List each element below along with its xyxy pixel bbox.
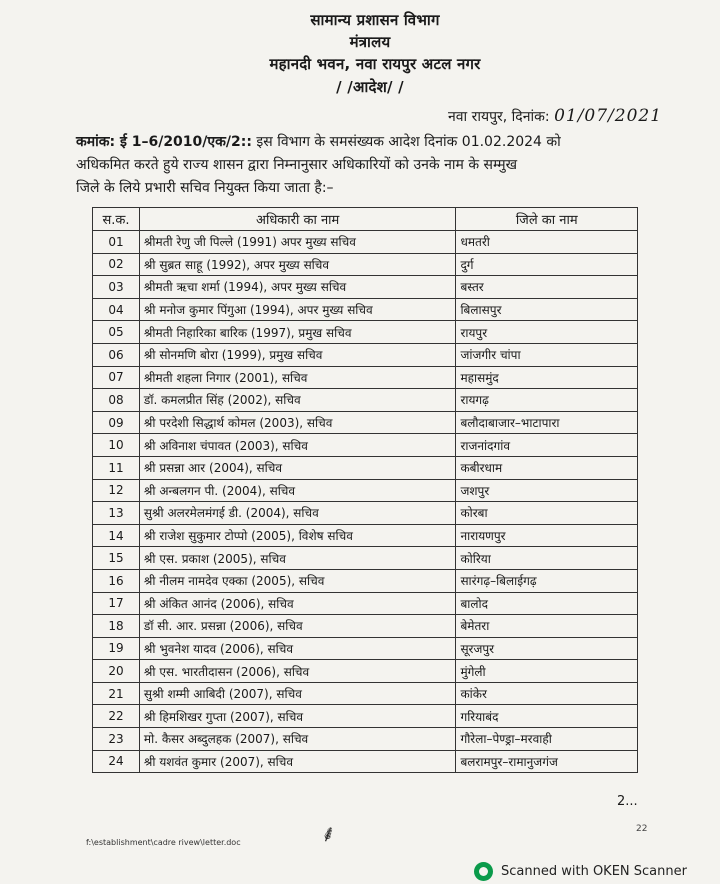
serial-cell: 23	[93, 728, 140, 751]
table-row	[93, 276, 638, 299]
district-cell: नारायणपुर	[456, 524, 638, 547]
file-path: f:\establishment\cadre rivew\letter.doc	[86, 838, 241, 847]
officer-name-cell: श्री सुब्रत साहू (1992), अपर मुख्य सचिव	[139, 253, 456, 276]
serial-cell: 20	[93, 660, 140, 683]
officer-name-cell: सुश्री शम्मी आबिदी (2007), सचिव	[139, 682, 456, 705]
officer-name-cell: मो. कैसर अब्दुलहक (2007), सचिव	[139, 728, 456, 751]
table-row	[93, 456, 638, 479]
order-text-1: इस विभाग के समसंख्यक आदेश दिनांक 01.02.2024 को	[256, 134, 561, 150]
table-row	[93, 592, 638, 615]
serial-cell: 03	[93, 276, 140, 299]
district-cell: जांजगीर चांपा	[456, 343, 638, 366]
district-cell: बेमेतरा	[456, 615, 638, 638]
district-cell: गरियाबंद	[456, 705, 638, 728]
table-row	[93, 389, 638, 412]
table-row	[93, 682, 638, 705]
serial-cell: 17	[93, 592, 140, 615]
serial-cell: 08	[93, 389, 140, 412]
serial-cell: 12	[93, 479, 140, 502]
district-cell: कोरिया	[456, 547, 638, 570]
district-cell: मुंगेली	[456, 660, 638, 683]
table-row	[93, 615, 638, 638]
district-cell: बस्तर	[456, 276, 638, 299]
table-row	[93, 502, 638, 525]
table-row	[93, 547, 638, 570]
serial-cell: 14	[93, 524, 140, 547]
district-cell: बलौदाबाजार–भाटापारा	[456, 411, 638, 434]
district-cell: रायगढ़	[456, 389, 638, 412]
serial-cell: 24	[93, 750, 140, 773]
scanner-watermark	[474, 862, 687, 881]
district-cell: धमतरी	[456, 231, 638, 254]
table-row	[93, 569, 638, 592]
building-address: महानदी भवन, नवा रायपुर अटल नगर	[269, 55, 481, 73]
header-district-name: जिले का नाम	[456, 208, 638, 231]
serial-cell: 06	[93, 343, 140, 366]
officer-name-cell: श्री सोनमणि बोरा (1999), प्रमुख सचिव	[139, 343, 456, 366]
district-cell: बालोद	[456, 592, 638, 615]
serial-cell: 13	[93, 502, 140, 525]
order-text-line-1	[76, 131, 676, 153]
officer-name-cell: श्री अन्बलगन पी. (2004), सचिव	[139, 479, 456, 502]
order-number: कमांक: ई 1–6/2010/एक/2::	[76, 134, 252, 150]
district-cell: बिलासपुर	[456, 298, 638, 321]
serial-cell: 07	[93, 366, 140, 389]
scanner-text: Scanned with OKEN Scanner	[501, 864, 687, 879]
officer-name-cell: श्री यशवंत कुमार (2007), सचिव	[139, 750, 456, 773]
table-row	[93, 298, 638, 321]
table-row	[93, 321, 638, 344]
district-cell: कांकेर	[456, 682, 638, 705]
continued-marker: 2...	[617, 794, 638, 809]
district-cell: जशपुर	[456, 479, 638, 502]
place-date-line	[448, 106, 662, 126]
page-marker: 22	[636, 824, 648, 834]
serial-cell: 15	[93, 547, 140, 570]
serial-cell: 05	[93, 321, 140, 344]
serial-cell: 16	[93, 569, 140, 592]
table-row	[93, 231, 638, 254]
officer-name-cell: श्री प्रसन्ना आर (2004), सचिव	[139, 456, 456, 479]
officer-name-cell: श्री हिमशिखर गुप्ता (2007), सचिव	[139, 705, 456, 728]
officer-name-cell: डॉ सी. आर. प्रसन्ना (2006), सचिव	[139, 615, 456, 638]
serial-cell: 09	[93, 411, 140, 434]
officer-name-cell: श्री भुवनेश यादव (2006), सचिव	[139, 637, 456, 660]
serial-cell: 11	[93, 456, 140, 479]
district-cell: गौरेला–पेण्ड्रा–मरवाही	[456, 728, 638, 751]
officer-name-cell: श्री नीलम नामदेव एक्का (2005), सचिव	[139, 569, 456, 592]
officer-name-cell: श्री राजेश सुकुमार टोप्पो (2005), विशेष सचिव	[139, 524, 456, 547]
table-row	[93, 728, 638, 751]
order-text-line-3: जिले के लिये प्रभारी सचिव नियुक्त किया जाता है:–	[76, 180, 334, 196]
table-row	[93, 253, 638, 276]
table-row	[93, 524, 638, 547]
table-row	[93, 660, 638, 683]
officer-name-cell: श्रीमती रेणु जी पिल्ले (1991) अपर मुख्य सचिव	[139, 231, 456, 254]
table-row	[93, 705, 638, 728]
officer-name-cell: सुश्री अलरमेलमंगई डी. (2004), सचिव	[139, 502, 456, 525]
district-cell: रायपुर	[456, 321, 638, 344]
district-cell: कबीरधाम	[456, 456, 638, 479]
table-row	[93, 750, 638, 773]
officer-name-cell: श्री एस. प्रकाश (2005), सचिव	[139, 547, 456, 570]
serial-cell: 22	[93, 705, 140, 728]
officer-name-cell: श्री परदेशी सिद्धार्थ कोमल (2003), सचिव	[139, 411, 456, 434]
district-cell: बलरामपुर–रामानुजगंज	[456, 750, 638, 773]
officer-name-cell: डॉ. कमलप्रीत सिंह (2002), सचिव	[139, 389, 456, 412]
table-row	[93, 479, 638, 502]
oken-scanner-logo-icon	[474, 862, 493, 881]
header-serial: स.क.	[93, 208, 140, 231]
officer-name-cell: श्री अंकित आनंद (2006), सचिव	[139, 592, 456, 615]
header-officer-name: अधिकारी का नाम	[139, 208, 456, 231]
officer-name-cell: श्रीमती ऋचा शर्मा (1994), अपर मुख्य सचिव	[139, 276, 456, 299]
serial-cell: 10	[93, 434, 140, 457]
officer-name-cell: श्री मनोज कुमार पिंगुआ (1994), अपर मुख्य सचिव	[139, 298, 456, 321]
order-text-line-2: अधिकमित करते हुये राज्य शासन द्वारा निम्नानुसार अधिकारियों को उनके नाम के सम्मुख	[76, 157, 518, 173]
serial-cell: 18	[93, 615, 140, 638]
district-cell: कोरबा	[456, 502, 638, 525]
serial-cell: 21	[93, 682, 140, 705]
serial-cell: 01	[93, 231, 140, 254]
order-heading: / /आदेश/ /	[336, 78, 404, 96]
officer-name-cell: श्री एस. भारतीदासन (2006), सचिव	[139, 660, 456, 683]
district-cell: सूरजपुर	[456, 637, 638, 660]
district-cell: सारंगढ़–बिलाईगढ़	[456, 569, 638, 592]
signature-mark: ⸙	[318, 820, 339, 849]
table-row	[93, 411, 638, 434]
officers-table	[92, 207, 638, 773]
department-name: सामान्य प्रशासन विभाग	[310, 11, 440, 29]
serial-cell: 04	[93, 298, 140, 321]
district-cell: महासमुंद	[456, 366, 638, 389]
serial-cell: 19	[93, 637, 140, 660]
officer-name-cell: श्रीमती निहारिका बारिक (1997), प्रमुख सचिव	[139, 321, 456, 344]
table-row	[93, 637, 638, 660]
table-row	[93, 434, 638, 457]
district-cell: राजनांदगांव	[456, 434, 638, 457]
ministry-name: मंत्रालय	[349, 33, 391, 51]
handwritten-date: 01/07/2021	[554, 106, 663, 126]
table-row	[93, 366, 638, 389]
district-cell: दुर्ग	[456, 253, 638, 276]
table-row	[93, 343, 638, 366]
officer-name-cell: श्री अविनाश चंपावत (2003), सचिव	[139, 434, 456, 457]
serial-cell: 02	[93, 253, 140, 276]
place-label: नवा रायपुर, दिनांक:	[448, 109, 550, 125]
table-header-row	[93, 208, 638, 231]
officer-name-cell: श्रीमती शहला निगार (2001), सचिव	[139, 366, 456, 389]
